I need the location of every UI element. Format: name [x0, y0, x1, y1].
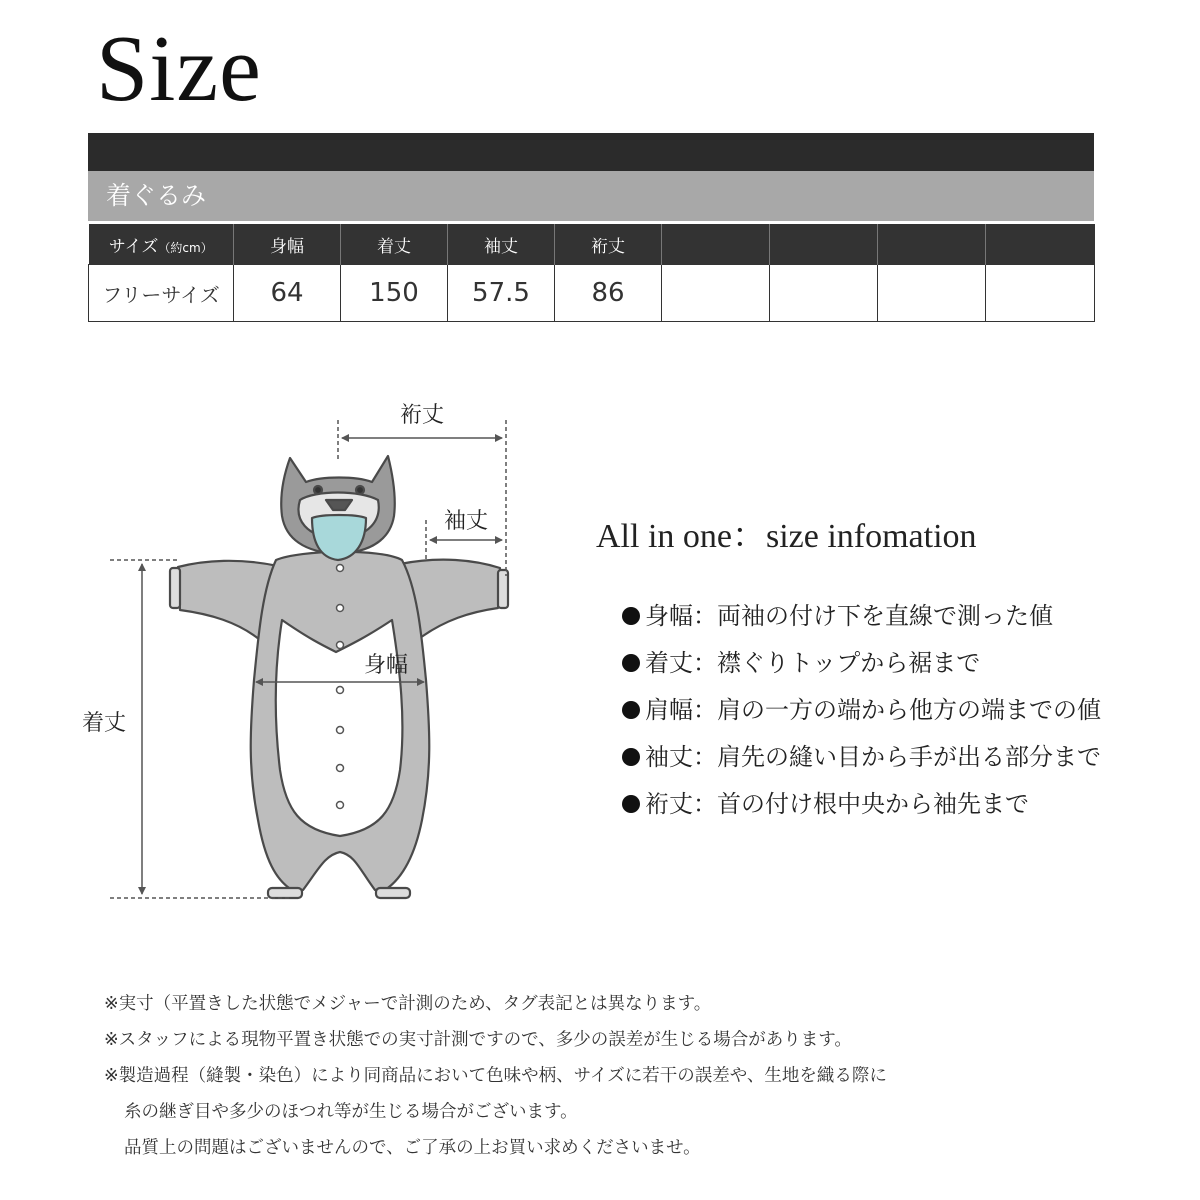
- header-size-label: サイズ: [108, 236, 159, 257]
- header-empty: [986, 224, 1095, 265]
- label-kitake: 着丈: [81, 711, 127, 736]
- button: [337, 605, 344, 612]
- button: [337, 642, 344, 649]
- notes-list: [104, 988, 887, 1168]
- bullet-icon: [622, 701, 640, 719]
- cell-empty: [662, 265, 770, 322]
- cell-mihaba: 64: [234, 265, 341, 322]
- right-foot: [376, 888, 410, 898]
- button: [337, 802, 344, 809]
- size-diagram: [60, 390, 560, 920]
- button: [337, 765, 344, 772]
- cell-kitake: 150: [341, 265, 448, 322]
- header-size-unit: （約cm）: [158, 240, 213, 255]
- definition-item: [622, 692, 1101, 739]
- definition-sep: ：: [693, 743, 717, 771]
- header-mihaba: 身幅: [234, 224, 341, 265]
- header-yukitake: 裄丈: [555, 224, 662, 265]
- definition-desc: 襟ぐりトップから裾まで: [717, 649, 981, 677]
- definition-sep: ：: [693, 649, 717, 677]
- definition-desc: 肩先の縫い目から手が出る部分まで: [717, 743, 1101, 771]
- note-item: 糸の継ぎ目や多少のほつれ等が生じる場合がございます。: [124, 1102, 578, 1122]
- definition-item: [622, 786, 1101, 833]
- header-sodetake: 袖丈: [448, 224, 555, 265]
- size-table: [88, 224, 1095, 322]
- table-row: [89, 265, 1095, 322]
- header-size: [89, 224, 234, 265]
- left-cuff: [170, 568, 180, 608]
- definition-item: [622, 598, 1101, 645]
- wolf-eye-right: [356, 486, 364, 494]
- definition-term: 肩幅: [645, 696, 693, 724]
- note-item: ※実寸（平置きした状態でメジャーで計測のため、タグ表記とは異なります。: [104, 994, 712, 1014]
- info-heading: All in one：size infomation: [596, 518, 977, 555]
- section-label: 着ぐるみ: [88, 171, 1094, 221]
- bullet-icon: [622, 654, 640, 672]
- table-top-bar: [88, 133, 1094, 171]
- definition-term: 袖丈: [645, 743, 693, 771]
- button: [337, 687, 344, 694]
- definition-desc: 両袖の付け下を直線で測った値: [717, 602, 1053, 630]
- header-kitake: 着丈: [341, 224, 448, 265]
- cell-empty: [770, 265, 878, 322]
- row-label: フリーサイズ: [89, 265, 234, 322]
- bullet-icon: [622, 607, 640, 625]
- cell-sodetake: 57.5: [448, 265, 555, 322]
- definition-term: 着丈: [645, 649, 693, 677]
- page-title: Size: [96, 17, 262, 121]
- definitions-list: [622, 598, 1101, 833]
- definition-sep: ：: [693, 790, 717, 818]
- definition-item: [622, 739, 1101, 786]
- header-empty: [878, 224, 986, 265]
- label-sodetake: 袖丈: [443, 509, 489, 534]
- table-header-row: [89, 224, 1095, 265]
- bullet-icon: [622, 748, 640, 766]
- wolf-eye-left: [314, 486, 322, 494]
- header-empty: [770, 224, 878, 265]
- definition-sep: ：: [693, 602, 717, 630]
- bullet-icon: [622, 795, 640, 813]
- button: [337, 727, 344, 734]
- label-yukitake: 裄丈: [399, 403, 445, 428]
- definition-term: 裄丈: [645, 790, 693, 818]
- definition-desc: 首の付け根中央から袖先まで: [717, 790, 1029, 818]
- definition-item: [622, 645, 1101, 692]
- cell-empty: [986, 265, 1095, 322]
- button: [337, 565, 344, 572]
- definition-sep: ：: [693, 696, 717, 724]
- definition-term: 身幅: [645, 602, 693, 630]
- label-mihaba: 身幅: [363, 653, 409, 678]
- cell-empty: [878, 265, 986, 322]
- definition-desc: 肩の一方の端から他方の端までの値: [717, 696, 1101, 724]
- note-item: ※製造過程（縫製・染色）により同商品において色味や柄、サイズに若干の誤差や、生地を織る際に: [104, 1066, 887, 1086]
- note-item: ※スタッフによる現物平置き状態での実寸計測ですので、多少の誤差が生じる場合があります。: [104, 1030, 852, 1050]
- left-foot: [268, 888, 302, 898]
- header-empty: [662, 224, 770, 265]
- cell-yukitake: 86: [555, 265, 662, 322]
- note-item: 品質上の問題はございませんので、ご了承の上お買い求めくださいませ。: [124, 1138, 701, 1158]
